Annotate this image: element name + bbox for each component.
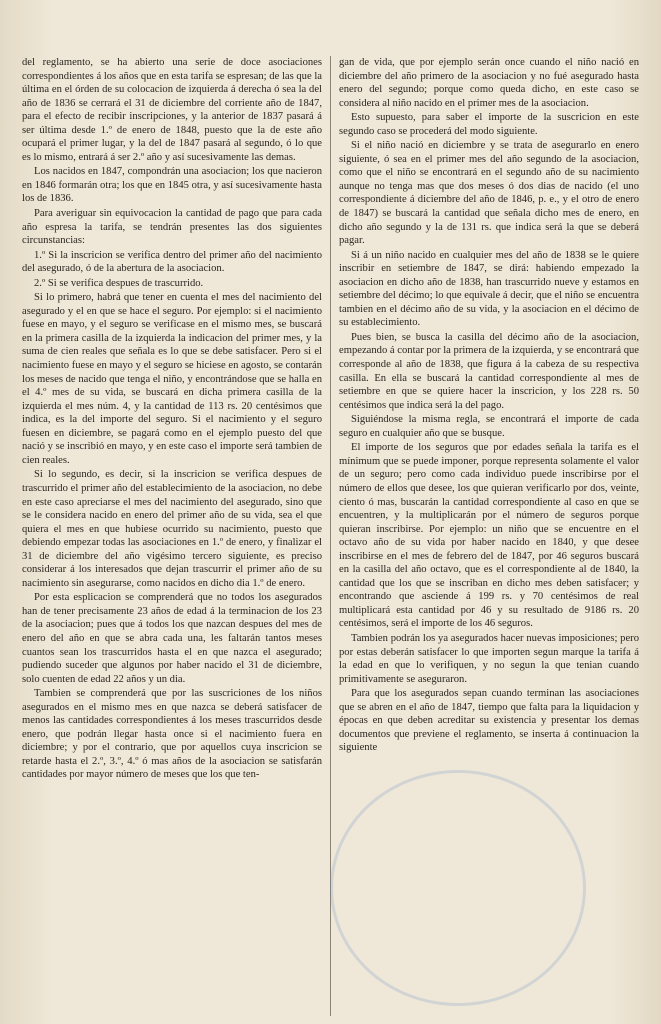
paragraph: Por esta esplicacion se comprenderá que no todos los asegurados han de tener precisamente 23 años de edad á la terminacion de los 23 de la asociacion; pues que á todos los que nazcan despues del mes de enero del año en que se abra cada una, les faltarán tantos meses cuantos sean los trascurridos hasta el en que nazca el asegurado; pudiendo suceder que algunos por haber nacido el 31 de diciembre, solo cuenten de edad 22 años y un dia.	[22, 592, 322, 685]
paragraph: Si el niño nació en diciembre y se trata de asegurarlo en enero siguiente, ó sea en el primer mes del año segundo de la asociacion, como que el niño se encontrará en el segundo año de su nacimiento aunque no tenga mas que dos meses ó dos dias de nacido (el uno correspondiente á diciembre del año de 1846, p. e., y el otro de enero de 1847) se buscará la cantidad que señala dicho mes de enero, en dicho año segundo y la de 131 rs. que indica será la que se deberá pagar.	[339, 140, 639, 247]
paragraph: Si á un niño nacido en cualquier mes del año de 1838 se le quiere inscribir en setiembre de 1847, se dirá: habiendo empezado la asociacion en dicho año de 1838, han trascurrido nueve y estamos en setiembre del décimo; lo que equivale á decir, que el niño se encuentra tambien en el décimo año de su vida, y la asociacion en el décimo de su establecimiento.	[339, 249, 639, 329]
paragraph: Para que los asegurados sepan cuando terminan las asociaciones que se abren en el año de 1847, tiempo que falta para la liquidacion y épocas en que deben acreditar su existencia y presentar los demas documentos que previene el reglamento, se inserta á continuacion la siguiente	[339, 688, 639, 754]
paragraph: Esto supuesto, para saber el importe de la suscricion en este segundo caso se procederá del modo siguiente.	[339, 112, 639, 137]
library-stamp-watermark	[330, 770, 586, 1006]
paragraph: Siguiéndose la misma regla, se encontrará el importe de cada seguro en cualquier año que se busque.	[339, 414, 639, 439]
paragraph: Si lo primero, habrá que tener en cuenta el mes del nacimiento del asegurado y el en que se hace el seguro. Por ejemplo: si el nacimiento fuese en mayo, y el seguro se verificase en el mismo mes, se buscará en la primera casilla de la izquierda la indicacion del primer mes, y la suma de cien reales que señala es lo que se debe satisfacer. Pero si el nacimiento fuese en mayo y el seguro se hiciese en agosto, se contarán los meses de nacido que tenga el niño, y encontrándose que se halla en el 4.º mes de su vida, se buscará en dicha primera casilla de la izquierda el mes núm. 4, y la cantidad de 113 rs. 20 centésimos que indica, es la del importe del seguro. Si el nacimiento y el seguro fuesen en diciembre, se pagará como en el ejemplo puesto del que nació y se inscribió en mayo, y en este caso el importe será tambien de cien reales.	[22, 292, 322, 466]
paragraph: 2.º Si se verifica despues de trascurrido.	[34, 277, 204, 289]
paragraph: del reglamento, se ha abierto una serie de doce asociaciones correspondientes á los años que en esta tarifa se espresan; de las que la última en el órden de su colocacion de izquierda á derecha ó sea la del año de 1836 se cerrará el 31 de diciembre del corriente año de 1847, para el efecto de recibir inscripciones, y la anterior de 1837 pasará á ser última desde 1.º de enero de 1848, puesto que la de este año ocupará el primer lugar, y la del de 1847 pasará al segundo, ó lo que es lo mismo, entrará á ser 2.º año y así sucesivamente las demas.	[22, 57, 322, 163]
paragraph: 1.º Si la inscricion se verifica dentro del primer año del nacimiento del asegurado, ó de la abertura de la asociacion.	[22, 249, 322, 275]
column-divider	[330, 56, 331, 1016]
paragraph: Tambien se comprenderá que por las suscriciones de los niños asegurados en el mismo mes en que nazca se deberá satisfacer de menos las cantidades correspondientes á los meses trascurridos desde enero, que podrán llegar hasta once si el nacimiento fuera en diciembre; y por el contrario, que por aquellos cuya inscricion se retarde hasta el 2.º, 3.º, 4.º ó mas años de la asociacion se satisfarán cantidades por mayor número de meses que los que ten-	[22, 688, 322, 781]
left-column	[22, 56, 322, 783]
paragraph: Los nacidos en 1847, compondrán una asociacion; los que nacieron en 1846 formarán otra; los que en 1845 otra, y así sucesivamente hasta los de 1836.	[22, 166, 322, 205]
paragraph: Tambien podrán los ya asegurados hacer nuevas imposiciones; pero por estas deberán satisfacer lo que importen segun marque la tarifa á la edad en que lo verifiquen, y no segun la que tenian cuando primitivamente se aseguraron.	[339, 632, 639, 685]
paragraph: El importe de los seguros que por edades señala la tarifa es el mínimum que se puede imponer, porque representa solamente el valor de un seguro; pero como cada individuo puede inscribirse por el número de ellos que desee, los que quieran verificarlo por dos, veinte, ciento ó mas, buscarán la cantidad correspondiente al caso en que se encuentren, y la multiplicarán por el número de seguros porque quieran inscribirse. Por ejemplo: un niño que se encuentre en el octavo año de su vida por haber nacido en 1840, y que desee inscribirse en el mes de febrero del de 1847, por 46 seguros buscará en la casilla del año octavo, que es el correspondiente al de 1840, la cantidad que los que se inscriban en dicho mes deben satisfacer; y encontrando que asciende á 199 rs. y 70 centésimos de real multiplicará esta cantidad por 46 y su resultado de 9186 rs. 20 centésimos, será el importe de los 46 seguros.	[339, 442, 639, 630]
right-column	[339, 56, 639, 756]
paragraph: gan de vida, que por ejemplo serán once cuando el niño nació en diciembre del año primero de la asociacion y no fué asegurado hasta enero del segundo; porque como queda dicho, en este caso se considera al niño nacido en el primer mes de la asociacion.	[339, 57, 639, 109]
paragraph: Para averiguar sin equivocacion la cantidad de pago que para cada año espresa la tarifa, se tendrán presentes las dos siguientes circunstancias:	[22, 208, 322, 247]
paragraph: Pues bien, se busca la casilla del décimo año de la asociacion, empezando á contar por la primera de la izquierda, y se encontrará que corresponde al año de 1838, que figura á la cabeza de su respectiva casilla. En ella se buscará la cantidad correspondiente al mes de setiembre en que se quiere hacer la inscricion, y los 228 rs. 50 centésimos que indica será la del pago.	[339, 331, 639, 411]
paragraph: Si lo segundo, es decir, si la inscricion se verifica despues de trascurrido el primer año del establecimiento de la asociacion, no debe en este caso apreciarse el mes del nacimiento del asegurado, sino que se le considera nacido en enero del primer año de su vida, sea el que quiera el mes en que hubiese ocurrido su nacimiento, puesto que debiendo empezar todas las asociaciones en 1.º de enero, y finalizar el 31 de diciembre del año vigésimo tercero siguiente, es preciso considerar á los interesados que dejan trascurrir el primer año de su nacimiento sin asegurarse, como nacidos en dicho dia 1.º de enero.	[22, 469, 322, 589]
